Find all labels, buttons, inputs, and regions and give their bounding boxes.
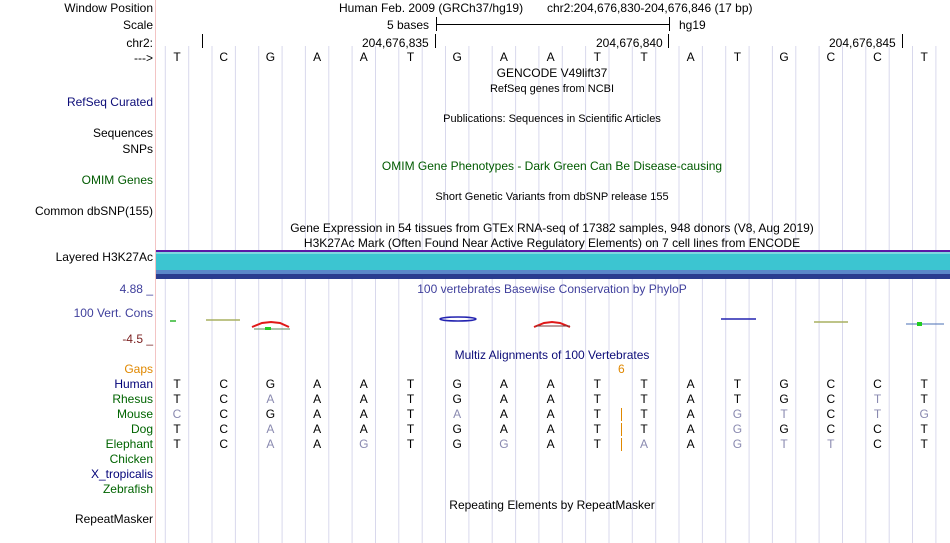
dna-base: C — [826, 50, 836, 64]
alignment-base: T — [827, 437, 835, 451]
dna-base: T — [920, 50, 928, 64]
alignment-base: T — [173, 422, 181, 436]
alignment-base: C — [219, 407, 229, 421]
alignment-base: A — [499, 377, 508, 391]
dna-base: T — [640, 50, 648, 64]
phylop-track-title[interactable]: 100 vertebrates Basewise Conservation by PhyloP — [417, 282, 687, 296]
alignment-base: T — [593, 407, 601, 421]
alignment-base: G — [779, 377, 789, 391]
alignment-base: C — [826, 377, 836, 391]
alignment-base: A — [686, 422, 695, 436]
species-label-mouse[interactable]: Mouse — [116, 407, 153, 421]
alignment-base: C — [873, 422, 882, 436]
alignment-base: G — [779, 392, 789, 406]
phylop-wiggle-plot — [156, 310, 950, 334]
alignment-base: C — [826, 392, 836, 406]
alignment-base: T — [173, 377, 181, 391]
alignment-base: G — [265, 377, 276, 391]
species-label-chicken[interactable]: Chicken — [109, 452, 153, 466]
refseq-track-title[interactable]: RefSeq genes from NCBI — [489, 83, 615, 95]
gap-marker — [621, 408, 622, 421]
alignment-base: C — [219, 437, 229, 451]
coord-label-1: 204,676,835 — [362, 36, 429, 50]
dna-base: T — [173, 50, 181, 64]
alignment-base: A — [546, 377, 555, 391]
alignment-base: A — [546, 422, 555, 436]
dna-base: A — [359, 50, 368, 64]
dna-base: T — [593, 50, 601, 64]
alignment-base: A — [453, 407, 462, 421]
alignment-base: A — [313, 392, 322, 406]
dna-base: G — [452, 50, 462, 64]
dna-base: G — [265, 50, 276, 64]
alignment-base: A — [359, 377, 368, 391]
scale-db: hg19 — [679, 18, 706, 32]
alignment-base: A — [499, 422, 508, 436]
dbsnp-label[interactable]: Common dbSNP(155) — [34, 204, 153, 218]
alignment-base: A — [546, 392, 555, 406]
species-label-x_tropicalis[interactable]: X_tropicalis — [90, 467, 153, 481]
alignment-base: T — [780, 407, 788, 421]
alignment-base: T — [640, 392, 648, 406]
alignment-base: A — [359, 422, 368, 436]
alignment-base: C — [219, 422, 229, 436]
cons-min-label: -4.5 _ — [122, 332, 153, 346]
alignment-base: G — [499, 437, 509, 451]
gtex-track-title[interactable]: Gene Expression in 54 tissues from GTEx RNA-seq of 17382 samples, 948 donors (V8, Aug 2019) — [290, 221, 814, 235]
alignment-base: T — [640, 407, 648, 421]
alignment-base: T — [173, 392, 181, 406]
alignment-base: T — [406, 437, 415, 451]
alignment-base: G — [452, 392, 462, 406]
alignment-base: T — [873, 407, 882, 421]
alignment-base: A — [266, 437, 275, 451]
alignment-base: G — [359, 437, 369, 451]
species-label-zebrafish[interactable]: Zebrafish — [102, 482, 153, 496]
strand-label: ---> — [134, 51, 153, 65]
alignment-base: C — [826, 407, 836, 421]
alignment-base: G — [452, 437, 462, 451]
alignment-base: A — [359, 407, 368, 421]
alignment-base: A — [686, 377, 695, 391]
dna-base: A — [499, 50, 508, 64]
scale-label: Scale — [122, 18, 153, 32]
coord-tick — [668, 34, 669, 48]
alignment-base: A — [313, 437, 322, 451]
sequences-label[interactable]: Sequences — [92, 126, 153, 140]
alignment-base: T — [406, 392, 415, 406]
alignment-base: G — [732, 437, 743, 451]
dna-base: T — [733, 50, 742, 64]
alignment-base: A — [546, 407, 555, 421]
alignment-base: A — [266, 392, 275, 406]
alignment-base: G — [779, 422, 789, 436]
coord-label-2: 204,676,840 — [596, 36, 663, 50]
alignment-base: T — [406, 377, 415, 391]
gap-count: 6 — [618, 362, 625, 376]
refseq-curated-label[interactable]: RefSeq Curated — [66, 95, 153, 109]
coord-tick — [202, 34, 203, 48]
species-label-dog[interactable]: Dog — [130, 422, 153, 436]
alignment-base: T — [920, 392, 928, 406]
omim-track-title[interactable]: OMIM Gene Phenotypes - Dark Green Can Be Disease-causing — [381, 159, 723, 173]
dna-base: A — [313, 50, 322, 64]
alignment-base: A — [313, 377, 322, 391]
alignment-base: A — [313, 422, 322, 436]
species-label-human[interactable]: Human — [114, 377, 153, 391]
alignment-base: T — [640, 377, 648, 391]
species-label-rhesus[interactable]: Rhesus — [112, 392, 153, 406]
coord-tick — [902, 34, 903, 48]
alignment-base: C — [873, 377, 882, 391]
dna-base: C — [873, 50, 882, 64]
dna-base: G — [779, 50, 789, 64]
gap-marker — [621, 438, 622, 451]
multiz-track-title[interactable]: Multiz Alignments of 100 Vertebrates — [454, 348, 650, 362]
chr-label: chr2: — [126, 36, 153, 50]
alignment-base: A — [499, 392, 508, 406]
window-position[interactable]: chr2:204,676,830-204,676,846 (17 bp) — [547, 1, 753, 15]
alignment-base: C — [219, 392, 229, 406]
alignment-base: A — [686, 407, 695, 421]
alignment-base: T — [920, 377, 928, 391]
alignment-base: A — [313, 407, 322, 421]
coord-label-3: 204,676,845 — [829, 36, 896, 50]
alignment-base: G — [265, 407, 276, 421]
h3k27ac-track-title[interactable]: H3K27Ac Mark (Often Found Near Active Regulatory Elements) on 7 cell lines from ENCODE — [303, 236, 801, 250]
gaps-label[interactable]: Gaps — [124, 362, 153, 376]
gencode-track-title[interactable]: GENCODE V49lift37 — [496, 66, 608, 80]
repeatmasker-track-title[interactable]: Repeating Elements by RepeatMasker — [449, 498, 655, 512]
alignment-base: G — [452, 422, 462, 436]
alignment-base: T — [873, 392, 882, 406]
gap-marker — [621, 423, 622, 436]
alignment-base: G — [919, 407, 929, 421]
dna-base: T — [406, 50, 415, 64]
alignment-base: A — [359, 392, 368, 406]
alignment-base: G — [452, 377, 462, 391]
alignment-base: A — [686, 392, 695, 406]
alignment-base: T — [780, 437, 788, 451]
h3k27ac-blue-band — [156, 274, 950, 279]
alignment-base: C — [219, 377, 229, 391]
alignment-base: C — [826, 422, 836, 436]
h3k27ac-teal-band — [156, 254, 950, 270]
dbsnp-track-title[interactable]: Short Genetic Variants from dbSNP release 155 — [435, 191, 669, 203]
scale-text: 5 bases — [387, 18, 430, 32]
scale-bar-right-tick — [669, 17, 670, 31]
100-vert-cons-label[interactable]: 100 Vert. Cons — [73, 306, 153, 320]
alignment-base: C — [873, 437, 882, 451]
alignment-base: T — [173, 437, 181, 451]
scale-bar — [436, 24, 670, 25]
publications-track-title[interactable]: Publications: Sequences in Scientific Articles — [443, 113, 661, 125]
alignment-base: A — [686, 437, 695, 451]
alignment-base: T — [733, 377, 742, 391]
alignment-base: A — [266, 422, 275, 436]
alignment-base: T — [593, 392, 601, 406]
omim-genes-label[interactable]: OMIM Genes — [81, 173, 153, 187]
scale-bar-left-tick — [436, 17, 437, 31]
alignment-base: T — [733, 392, 742, 406]
alignment-base: A — [546, 437, 555, 451]
alignment-base: G — [732, 422, 743, 436]
dna-base: C — [219, 50, 229, 64]
alignment-base: G — [732, 407, 743, 421]
alignment-base: T — [593, 377, 601, 391]
alignment-base: T — [406, 407, 415, 421]
alignment-base: T — [406, 422, 415, 436]
cons-max-label: 4.88 _ — [119, 282, 153, 296]
alignment-base: A — [499, 407, 508, 421]
layered-h3k27ac-label[interactable]: Layered H3K27Ac — [55, 250, 153, 264]
alignment-base: A — [639, 437, 648, 451]
repeatmasker-label[interactable]: RepeatMasker — [74, 512, 153, 526]
alignment-base: T — [640, 422, 648, 436]
dna-base: A — [686, 50, 695, 64]
species-label-elephant[interactable]: Elephant — [105, 437, 153, 451]
alignment-base: T — [593, 422, 601, 436]
alignment-base: C — [172, 407, 182, 421]
alignment-base: T — [920, 422, 928, 436]
alignment-base: T — [920, 437, 928, 451]
dna-base: A — [546, 50, 555, 64]
assembly-name: Human Feb. 2009 (GRCh37/hg19) — [339, 1, 524, 15]
coord-tick — [435, 34, 436, 48]
alignment-base: T — [593, 437, 601, 451]
window-position-label: Window Position — [64, 1, 153, 15]
snps-label[interactable]: SNPs — [122, 142, 153, 156]
